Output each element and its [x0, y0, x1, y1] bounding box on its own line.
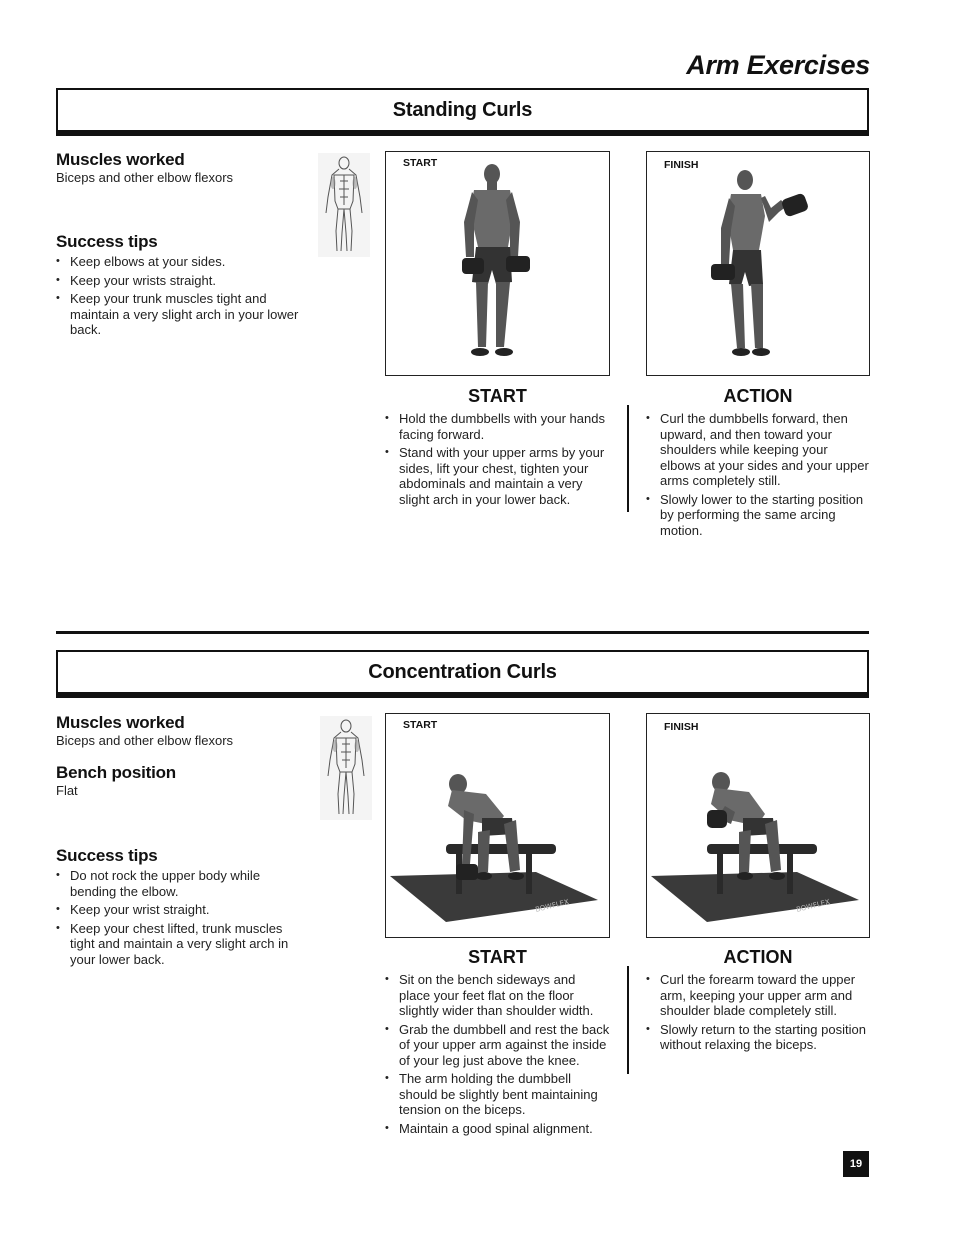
list-item: • Keep elbows at your sides. — [56, 254, 306, 270]
list-item: • Slowly lower to the starting position by performing the same arcing motion. — [646, 492, 870, 539]
bench-text: Flat — [56, 783, 78, 798]
photo-label: START — [403, 157, 438, 169]
list-item: • Keep your chest lifted, trunk muscles tight and maintain a very slight arch in your lower back. — [56, 921, 306, 968]
photo-label: FINISH — [664, 159, 699, 171]
list-item: • Keep your wrist straight. — [56, 902, 306, 918]
info-column — [56, 150, 306, 341]
standing-man-start-icon — [386, 152, 608, 374]
list-item: • Sit on the bench sideways and place your feet flat on the floor slightly wider than shoulder width. — [385, 972, 610, 1019]
list-item: • Keep your trunk muscles tight and maintain a very slight arch in your lower back. — [56, 291, 306, 338]
column-divider — [627, 966, 629, 1074]
list-item: • Curl the forearm toward the upper arm, keeping your upper arm and shoulder blade completely still. — [646, 972, 870, 1019]
start-steps-list — [385, 972, 610, 1136]
muscles-heading: Muscles worked — [56, 150, 185, 169]
info-column — [56, 713, 306, 970]
list-item: • Grab the dumbbell and rest the back of your upper arm against the inside of your leg just above the knee. — [385, 1022, 610, 1069]
muscles-text: Biceps and other elbow flexors — [56, 170, 234, 185]
start-column — [385, 947, 610, 1139]
tips-heading: Success tips — [56, 846, 158, 865]
page-title: Arm Exercises — [686, 50, 870, 80]
section-header-standing-curls — [56, 88, 869, 136]
photo-finish — [646, 713, 870, 938]
action-steps-list — [646, 972, 870, 1053]
section-title: Concentration Curls — [368, 660, 557, 683]
muscles-heading: Muscles worked — [56, 713, 185, 732]
start-heading: START — [468, 386, 527, 406]
list-item: • Maintain a good spinal alignment. — [385, 1121, 610, 1137]
list-item: • Do not rock the upper body while bending the elbow. — [56, 868, 306, 899]
page-number: 19 — [843, 1151, 869, 1177]
list-item: • Hold the dumbbells with your hands facing forward. — [385, 411, 610, 442]
standing-man-finish-icon — [647, 152, 868, 374]
list-item: • Stand with your upper arms by your sides, lift your chest, tighten your abdominals and maintain a very slight arch in your lower back. — [385, 445, 610, 507]
action-column — [646, 386, 870, 541]
section-title: Standing Curls — [392, 98, 533, 121]
action-heading: ACTION — [723, 947, 793, 967]
start-column — [385, 386, 610, 510]
section-divider — [56, 631, 869, 634]
photo-finish — [646, 151, 870, 376]
tips-list — [56, 868, 306, 967]
list-item: • Keep your wrists straight. — [56, 273, 306, 289]
photo-label: START — [403, 719, 438, 731]
list-item: • Slowly return to the starting position without relaxing the biceps. — [646, 1022, 870, 1053]
list-item: • The arm holding the dumbbell should be slightly bent maintaining tension on the biceps. — [385, 1071, 610, 1118]
column-divider — [627, 405, 629, 512]
muscles-text: Biceps and other elbow flexors — [56, 733, 234, 748]
start-heading: START — [468, 947, 527, 967]
anatomy-figure-icon — [320, 716, 372, 820]
action-steps-list — [646, 411, 870, 538]
action-column — [646, 947, 870, 1056]
photo-label: FINISH — [664, 721, 699, 733]
action-heading: ACTION — [723, 386, 793, 406]
mat-brand: BOWFLEX — [795, 897, 831, 914]
photo-start — [385, 151, 610, 376]
tips-heading: Success tips — [56, 232, 158, 251]
seated-man-start-icon — [386, 714, 608, 936]
anatomy-figure-icon — [318, 153, 370, 257]
tips-list — [56, 254, 306, 338]
section-header-concentration-curls — [56, 650, 869, 698]
start-steps-list — [385, 411, 610, 507]
mat-brand: BOWFLEX — [534, 897, 570, 914]
bench-heading: Bench position — [56, 763, 176, 782]
seated-man-finish-icon — [647, 714, 868, 936]
list-item: • Curl the dumbbells forward, then upward, and then toward your shoulders while keeping your elbows at your sides and your upper arms completely still. — [646, 411, 870, 489]
photo-start — [385, 713, 610, 938]
